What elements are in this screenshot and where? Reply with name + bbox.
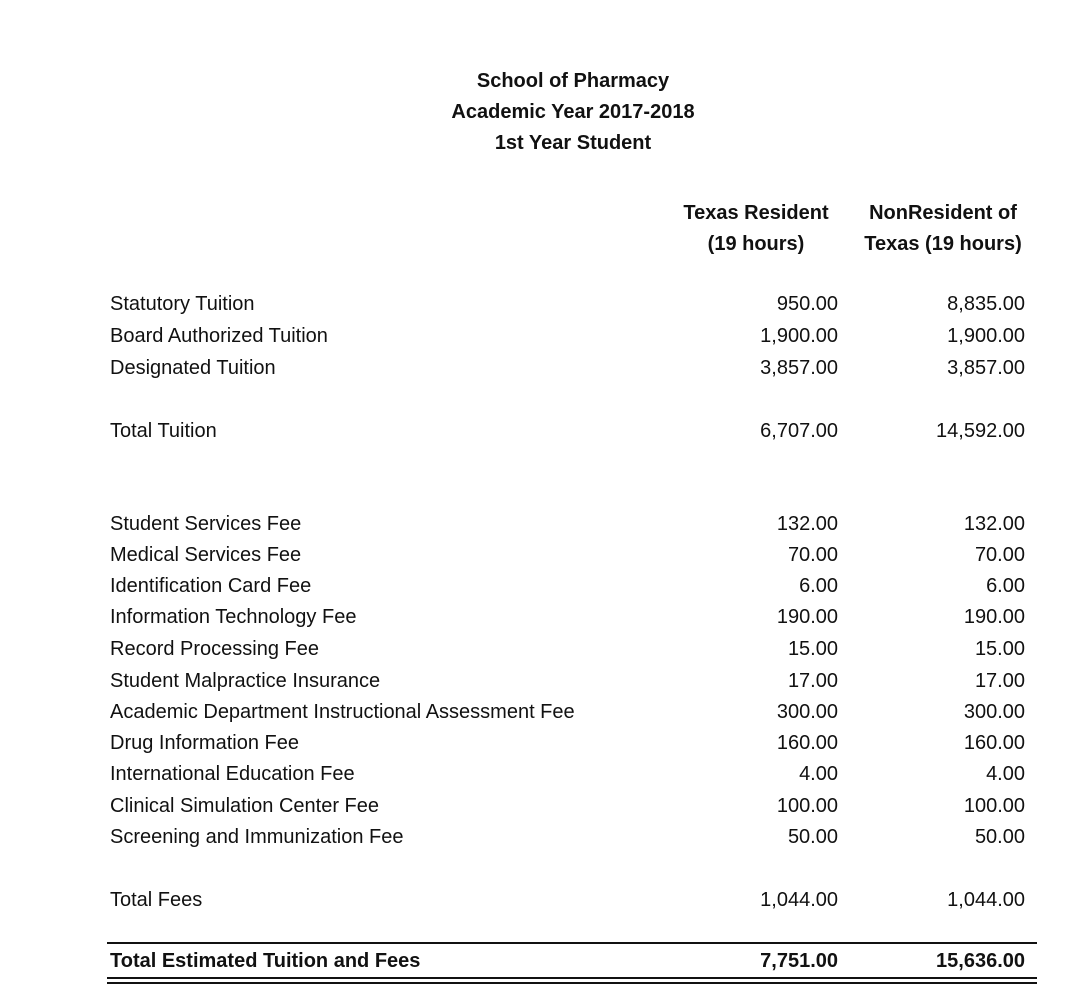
table-row (0, 352, 1070, 384)
resident-header-line2: (19 hours) (707, 233, 805, 255)
resident-value: 50.00 (787, 826, 838, 848)
row-label: Record Processing Fee (110, 638, 319, 660)
school-name: School of Pharmacy (476, 70, 670, 92)
row-label: Drug Information Fee (110, 732, 299, 754)
resident-value: 3,857.00 (760, 357, 838, 379)
row-label: Student Malpractice Insurance (110, 670, 381, 692)
row-label: Board Authorized Tuition (110, 325, 328, 347)
resident-value: 7,751.00 (760, 950, 838, 972)
resident-value: 300.00 (776, 701, 838, 723)
row-label: Designated Tuition (110, 357, 276, 379)
double-rule-upper (107, 977, 1037, 979)
nonresident-value: 15,636.00 (936, 950, 1025, 972)
nonresident-column-header (848, 198, 1038, 260)
resident-value: 6,707.00 (760, 420, 838, 442)
nonresident-value: 1,044.00 (947, 889, 1025, 911)
resident-value: 132.00 (776, 513, 838, 535)
total-tuition-row (0, 415, 1070, 447)
resident-column-header (666, 198, 846, 260)
nonresident-header-line2: Texas (19 hours) (864, 233, 1022, 255)
table-row (0, 821, 1070, 853)
resident-value: 17.00 (787, 670, 838, 692)
table-row (0, 288, 1070, 320)
nonresident-value: 6.00 (986, 575, 1025, 597)
nonresident-value: 50.00 (974, 826, 1025, 848)
nonresident-value: 15.00 (974, 638, 1025, 660)
nonresident-value: 160.00 (963, 732, 1025, 754)
nonresident-value: 17.00 (974, 670, 1025, 692)
table-row (0, 727, 1070, 759)
resident-value: 4.00 (799, 763, 838, 785)
table-row (0, 320, 1070, 352)
table-row (0, 601, 1070, 633)
row-label: Medical Services Fee (110, 544, 302, 566)
row-label: Total Tuition (110, 420, 217, 442)
row-label: Clinical Simulation Center Fee (110, 795, 380, 817)
resident-value: 950.00 (776, 293, 838, 315)
resident-value: 6.00 (799, 575, 838, 597)
student-year: 1st Year Student (494, 132, 652, 154)
nonresident-value: 70.00 (974, 544, 1025, 566)
resident-value: 100.00 (776, 795, 838, 817)
row-label: Statutory Tuition (110, 293, 255, 315)
nonresident-value: 300.00 (963, 701, 1025, 723)
nonresident-value: 8,835.00 (947, 293, 1025, 315)
document-title (0, 66, 1070, 159)
nonresident-value: 3,857.00 (947, 357, 1025, 379)
column-headers (0, 198, 1070, 262)
resident-header-line1: Texas Resident (683, 202, 829, 224)
nonresident-value: 14,592.00 (936, 420, 1025, 442)
table-row (0, 790, 1070, 822)
row-label: Student Services Fee (110, 513, 302, 535)
row-label: Screening and Immunization Fee (110, 826, 404, 848)
total-fees-row (0, 884, 1070, 916)
nonresident-header-line1: NonResident of (869, 202, 1017, 224)
table-row (0, 539, 1070, 571)
table-row (0, 665, 1070, 697)
nonresident-value: 1,900.00 (947, 325, 1025, 347)
row-label: Identification Card Fee (110, 575, 312, 597)
resident-value: 70.00 (787, 544, 838, 566)
academic-year: Academic Year 2017-2018 (451, 101, 695, 123)
table-row (0, 633, 1070, 665)
row-label: Total Estimated Tuition and Fees (110, 950, 421, 972)
nonresident-value: 132.00 (963, 513, 1025, 535)
resident-value: 190.00 (776, 606, 838, 628)
row-label: Total Fees (110, 889, 203, 911)
row-label: Information Technology Fee (110, 606, 357, 628)
row-label: Academic Department Instructional Assessment Fee (110, 701, 575, 723)
double-rule-lower (107, 982, 1037, 984)
resident-value: 160.00 (776, 732, 838, 754)
table-row (0, 696, 1070, 728)
resident-value: 1,044.00 (760, 889, 838, 911)
nonresident-value: 4.00 (986, 763, 1025, 785)
nonresident-value: 190.00 (963, 606, 1025, 628)
top-rule (107, 942, 1037, 944)
grand-total-row (0, 945, 1070, 977)
row-label: International Education Fee (110, 763, 355, 785)
resident-value: 1,900.00 (760, 325, 838, 347)
table-row (0, 508, 1070, 540)
resident-value: 15.00 (787, 638, 838, 660)
nonresident-value: 100.00 (963, 795, 1025, 817)
table-row (0, 758, 1070, 790)
table-row (0, 570, 1070, 602)
